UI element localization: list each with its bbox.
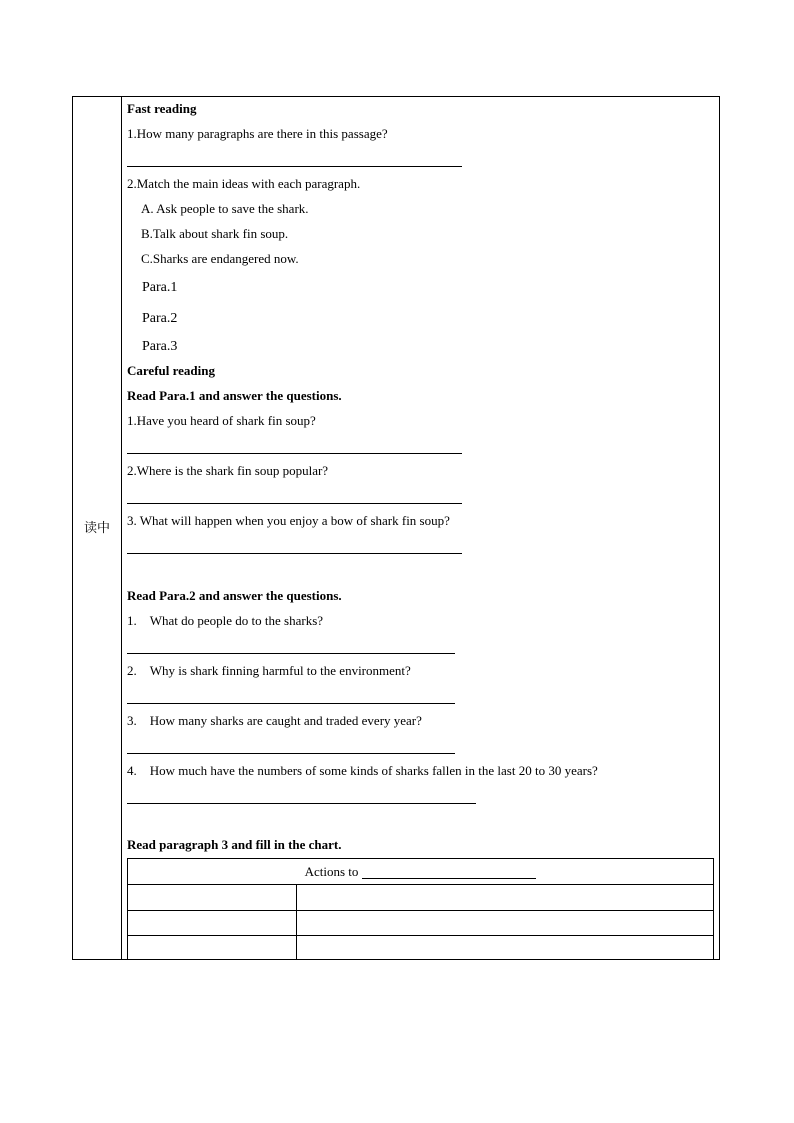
para2-question-2: 2. Why is shark finning harmful to the environment?	[127, 663, 411, 678]
para2-question-3: 3. How many sharks are caught and traded every year?	[127, 713, 422, 728]
answer-line[interactable]	[127, 803, 476, 804]
option-b: B.Talk about shark fin soup.	[141, 226, 289, 241]
chart-column-divider	[296, 884, 297, 959]
actions-chart	[127, 858, 714, 960]
question-match-ideas: 2.Match the main ideas with each paragraph.	[127, 176, 361, 191]
chart-header-row	[128, 859, 713, 885]
answer-line[interactable]	[127, 503, 462, 504]
answer-line[interactable]	[127, 703, 455, 704]
para2-question-4: 4. How much have the numbers of some kinds of sharks fallen in the last 20 to 30 years?	[127, 763, 598, 778]
chart-header-label: Actions to	[304, 864, 359, 879]
careful-reading-heading: Careful reading	[127, 363, 215, 378]
answer-line[interactable]	[127, 753, 455, 754]
column-divider	[121, 97, 122, 959]
option-a: A. Ask people to save the shark.	[141, 201, 309, 216]
answer-line[interactable]	[127, 453, 462, 454]
option-c: C.Sharks are endangered now.	[141, 251, 299, 266]
section-label: 读中	[83, 521, 110, 536]
question-paragraph-count: 1.How many paragraphs are there in this passage?	[127, 126, 388, 141]
chart-header-blank[interactable]	[362, 866, 536, 879]
para1-question-1: 1.Have you heard of shark fin soup?	[127, 413, 316, 428]
para-3-label: Para.3	[142, 339, 178, 354]
fast-reading-heading: Fast reading	[127, 101, 197, 116]
answer-line[interactable]	[127, 653, 455, 654]
para2-task-heading: Read Para.2 and answer the questions.	[127, 588, 342, 603]
para1-task-heading: Read Para.1 and answer the questions.	[127, 388, 342, 403]
answer-line[interactable]	[127, 166, 462, 167]
chart-row-divider	[128, 935, 713, 936]
para-2-label: Para.2	[142, 311, 178, 326]
para1-question-3: 3. What will happen when you enjoy a bow of shark fin soup?	[127, 513, 450, 528]
chart-row-divider	[128, 884, 713, 885]
para3-task-heading: Read paragraph 3 and fill in the chart.	[127, 837, 342, 852]
para-1-label: Para.1	[142, 280, 178, 295]
chart-row-divider	[128, 910, 713, 911]
answer-line[interactable]	[127, 553, 462, 554]
para2-question-1: 1. What do people do to the sharks?	[127, 613, 324, 628]
para1-question-2: 2.Where is the shark fin soup popular?	[127, 463, 329, 478]
